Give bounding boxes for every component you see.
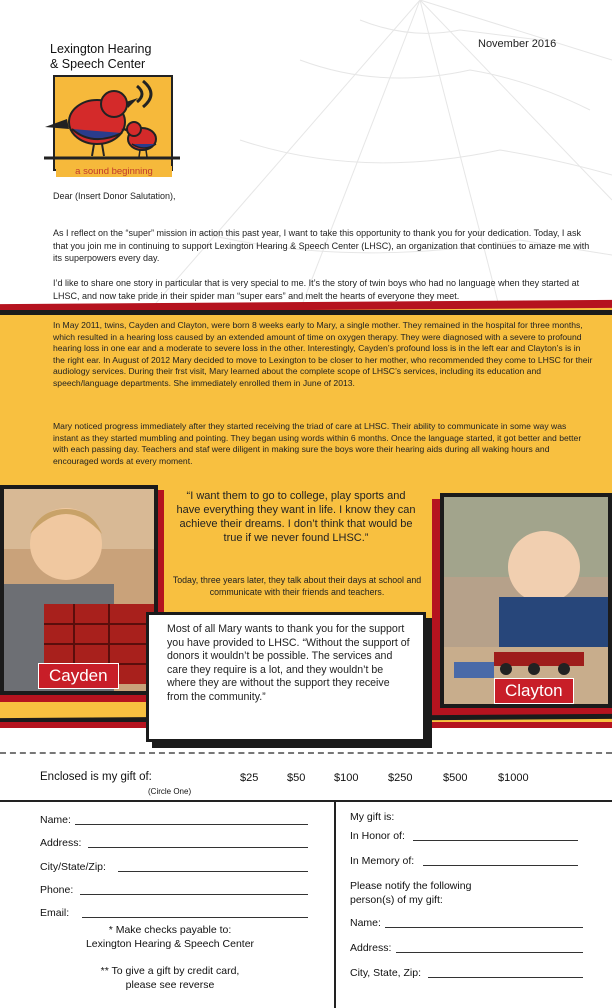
checks-note — [40, 924, 300, 951]
notify-city-state-zip-field[interactable] — [428, 977, 583, 978]
gift-amount-100[interactable]: $100 — [334, 772, 359, 784]
story-paragraph-2: Mary noticed progress immediately after they started receiving the triad of care at LHSC. Their ability to communicate in some way was instant as they started mumbling and pointing. They began using words within 6 months. Once the language started, it got better and better with each passing day. Teachers and staf were diligent in making sure the boys wore their hearing aids during all waking hours and encouraged words at every moment. — [53, 421, 582, 466]
notify-name-label: Name: — [350, 917, 381, 929]
greeting: Dear (Insert Donor Salutation), — [53, 191, 176, 201]
notify-name-field[interactable] — [385, 927, 583, 928]
org-name-line2: & Speech Center — [50, 57, 146, 71]
form-column-divider — [334, 800, 336, 1008]
notify-address-field[interactable] — [396, 952, 583, 953]
gift-amount-1000[interactable]: $1000 — [498, 772, 529, 784]
phone-field[interactable] — [80, 894, 308, 895]
in-memory-of-field[interactable] — [423, 865, 578, 866]
org-name — [50, 42, 180, 72]
notify-label-line1: Please notify the following — [350, 880, 472, 892]
clayton-photo — [440, 493, 612, 708]
letter-date: November 2016 — [478, 38, 557, 50]
circle-one-label: (Circle One) — [148, 787, 192, 796]
thank-you-text: Most of all Mary wants to thank you for the support you have provided to LHSC. “Without the support of donors it wouldn’t be possible. The services and care they require is a lot, and they wouldn’t be where they are without the support they receive from the community.” — [167, 623, 410, 703]
credit-card-note-line2: please see reverse — [125, 978, 215, 991]
band-top-stripe-dark — [0, 310, 612, 315]
address-field[interactable] — [88, 847, 308, 848]
name-field-label: Name: — [40, 814, 71, 826]
gift-amount-500[interactable]: $500 — [443, 772, 468, 784]
logo-tagline: a sound beginning — [56, 166, 172, 177]
my-gift-is-label: My gift is: — [350, 811, 395, 823]
clayton-caption: Clayton — [494, 678, 574, 704]
email-field[interactable] — [82, 917, 308, 918]
letter-paragraph-1: As I reflect on the “super” mission in action this past year, I want to take this opportunity to thank you for your dedication. Today, I ask that you join me in continuing to support Lexington Hearing & Speech Center (LHSC), an organization that continues to amaze me with its superpowers every day. — [53, 228, 590, 263]
lhsc-logo — [42, 74, 182, 184]
letter-paragraph-2: I’d like to share one story in particular that is very special to me. It’s the story of twin boys who had no language when they started at LHSC, and now take pride in their spider man “super ears” and melt the hearts of everyone they meet. — [53, 278, 580, 301]
phone-field-label: Phone: — [40, 884, 74, 896]
in-honor-of-label: In Honor of: — [350, 830, 405, 842]
quote-follow-text: Today, three years later, they talk about their days at school and communicate with their friends and teachers. — [172, 575, 422, 597]
thank-you-box — [146, 612, 426, 742]
gift-amount-250[interactable]: $250 — [388, 772, 413, 784]
checks-note-line2: Lexington Hearing & Speech Center — [85, 937, 255, 950]
city-state-zip-field[interactable] — [118, 871, 308, 872]
checks-note-line1: * Make checks payable to: — [108, 924, 232, 936]
notify-label-line2: person(s) of my gift: — [350, 893, 443, 906]
city-state-zip-field-label: City/State/Zip: — [40, 861, 106, 873]
name-field[interactable] — [75, 824, 308, 825]
org-name-line1: Lexington Hearing — [50, 42, 152, 56]
cayden-caption: Cayden — [38, 663, 119, 689]
in-honor-of-field[interactable] — [413, 840, 578, 841]
credit-card-note-line1: ** To give a gift by credit card, — [100, 965, 240, 977]
address-field-label: Address: — [40, 837, 82, 849]
mary-quote: “I want them to go to college, play sports and have everything they want in life. I know they can achieve their dreams. I don’t think that would be true if we never found LHSC.” — [176, 490, 416, 544]
credit-card-note — [40, 965, 300, 992]
in-memory-of-label: In Memory of: — [350, 855, 415, 867]
story-paragraph-1: In May 2011, twins, Cayden and Clayton, were born 8 weeks early to Mary, a single mother. They remained in the hospital for three months, which resulted in a hearing loss caused by an extended amount of time on oxygen therapy. They were diagnosed with a severe to profound hearing loss in one ear and a moderate to severe loss in the other. Interestingly, Cayden’s profound loss is in the left ear and Clayton’s is in the right ear. In August of 2012 Mary decided to move to Lexington to be closer to her mother, who recommended they come to LHSC for their audiology services. During their frst visit, Mary learned about the complete scope of LHSC’s services, including its education and speech/language departments. She immediately enrolled them in June of 2013. — [53, 320, 593, 388]
tear-off-line — [0, 752, 612, 754]
email-field-label: Email: — [40, 907, 70, 919]
gift-amount-50[interactable]: $50 — [287, 772, 306, 784]
notify-address-label: Address: — [350, 942, 392, 954]
gift-amount-25[interactable]: $25 — [240, 772, 259, 784]
gift-label: Enclosed is my gift of: — [40, 771, 152, 783]
notify-city-state-zip-label: City, State, Zip: — [350, 967, 421, 979]
notify-label — [350, 880, 471, 907]
form-top-divider — [0, 800, 612, 802]
